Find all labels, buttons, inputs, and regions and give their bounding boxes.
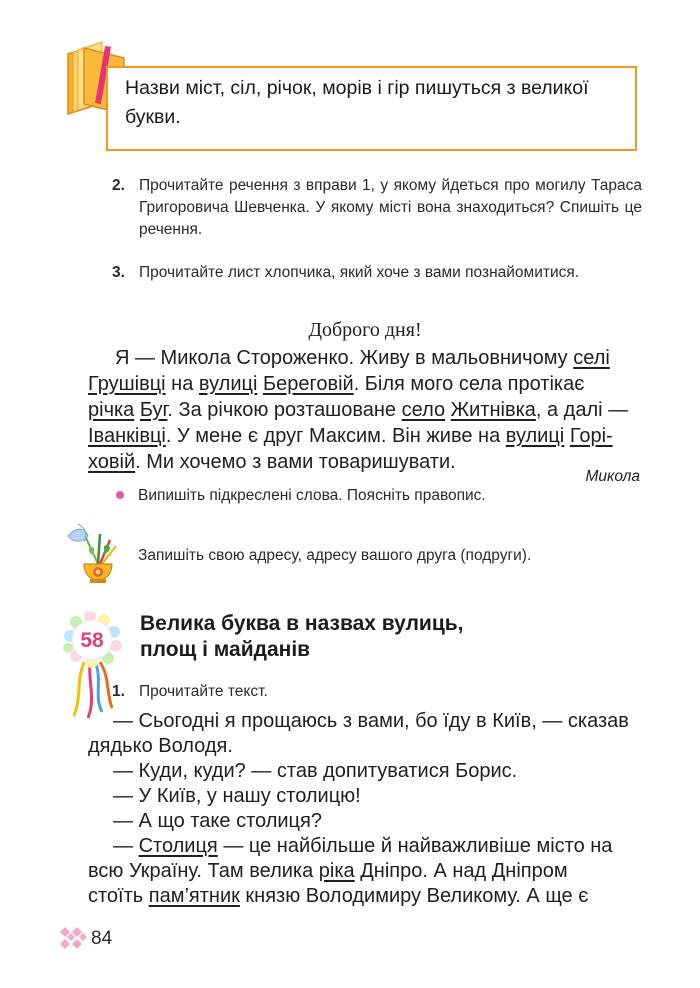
flower-vase-icon	[64, 522, 128, 584]
task-text: Прочитайте лист хлопчика, який хоче з вами познайомитися.	[139, 264, 580, 281]
dialog-line: — Куди, куди? — став допитуватися Борис.	[113, 760, 518, 782]
task-3	[112, 262, 642, 284]
underlined-word: селі	[573, 347, 610, 369]
task-number: 1.	[112, 683, 125, 700]
bullet-task: Випишіть підкреслені слова. Поясніть правопис.	[138, 487, 486, 504]
section-title-line: Велика буква в назвах вулиць,	[140, 612, 464, 635]
underlined-word: Грушівці	[88, 373, 166, 395]
underlined-word: село	[401, 399, 446, 421]
letter-signature: Микола	[585, 468, 640, 485]
task-number: 3.	[112, 264, 125, 281]
dialog-line: всю Україну. Там велика ріка Дніпро. А над Дніпром	[88, 860, 568, 882]
dialog-line: стоїть пам’ятник князю Володимиру Великому. А ще є	[88, 885, 589, 907]
rule-text: Назви міст, сіл, річок, морів і гір пишуться з великої букви.	[125, 77, 589, 128]
dialog-line: — Сьогодні я прощаюсь з вами, бо їду в Київ, — сказав	[113, 710, 629, 732]
task-text: Прочитайте речення з вправи 1, у якому йдеться про могилу Тараса Григоровича Шевченка. У якому місті вона знаходиться? Спишіть це речення.	[139, 177, 642, 238]
letter-greeting: Доброго дня!	[308, 319, 422, 341]
section-title	[140, 611, 640, 663]
letter-line: Іванківці. У мене є друг Максим. Він живе на вулиці Горі-	[88, 425, 613, 447]
underlined-word: річка	[88, 399, 135, 421]
underlined-word: вулиці	[198, 373, 258, 395]
underlined-word: вулиці	[505, 425, 565, 447]
letter-line: Я — Микола Стороженко. Живу в мальовничому селі	[115, 347, 610, 369]
dialog-line: — У Київ, у нашу столицю!	[113, 785, 361, 807]
underlined-word: пам’ятник	[148, 885, 240, 907]
underlined-word: Житнівка	[450, 399, 536, 421]
task-text: Прочитайте текст.	[139, 683, 268, 700]
underlined-word: ховій	[88, 451, 136, 473]
letter-line: ховій. Ми хочемо з вами товаришувати.	[88, 451, 456, 473]
section-title-line: площ і майданів	[140, 638, 311, 661]
dialog-line: — А що таке столиця?	[113, 810, 322, 832]
page-ornament-icon	[58, 925, 88, 953]
underlined-word: Столиця	[138, 835, 218, 857]
letter-line: Грушівці на вулиці Береговій. Біля мого села протікає	[88, 373, 585, 395]
home-task: Запишіть свою адресу, адресу вашого друга (подруги).	[138, 547, 532, 564]
underlined-word: Буг	[139, 399, 168, 421]
letter-line: річка Буг. За річкою розташоване село Житнівка, а далі —	[88, 399, 629, 421]
underlined-word: Горі-	[569, 425, 613, 447]
dialog-line: дядько Володя.	[88, 735, 233, 757]
section-number: 58	[80, 629, 104, 652]
page-number: 84	[91, 928, 113, 949]
underlined-word: Береговій	[262, 373, 354, 395]
dialog-line: — Столиця — це найбільше й найважливіше місто на	[113, 835, 613, 857]
task-number: 2.	[112, 177, 125, 194]
underlined-word: Іванківці	[88, 425, 166, 447]
task-2	[112, 175, 642, 241]
underlined-word: ріка	[318, 860, 355, 882]
bullet-icon	[116, 491, 124, 499]
task-1	[112, 681, 642, 703]
